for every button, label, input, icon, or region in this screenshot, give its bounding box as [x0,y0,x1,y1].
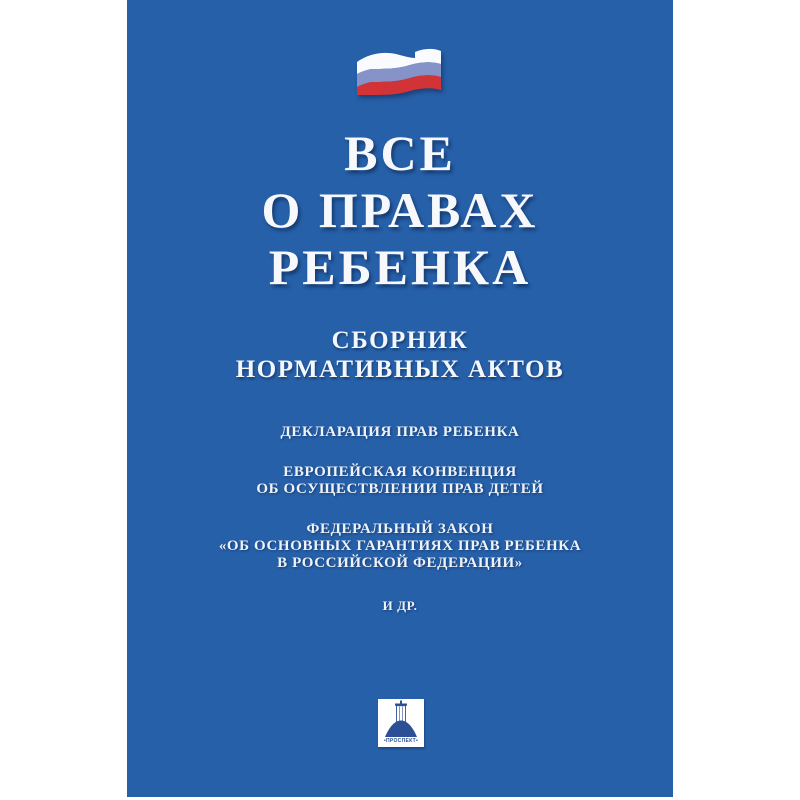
title-line: РЕБЕНКА [268,239,532,295]
act-item [127,464,673,498]
publisher-emblem-icon [378,699,424,737]
subtitle-line: СБОРНИК [331,327,469,354]
subtitle-line: НОРМАТИВНЫХ АКТОВ [235,356,565,383]
russian-flag-icon [354,45,444,97]
act-line: ДЕКЛАРАЦИЯ ПРАВ РЕБЕНКА [280,424,520,440]
publisher-name: •ПРОСПЕКТ• [383,738,419,744]
act-line: ЕВРОПЕЙСКАЯ КОНВЕНЦИЯ [283,464,517,480]
book-subtitle [127,326,673,384]
book-cover [127,0,673,797]
act-item [127,521,673,572]
book-title [127,125,673,296]
act-line: ОБ ОСУЩЕСТВЛЕНИИ ПРАВ ДЕТЕЙ [256,481,544,497]
act-line: И ДР. [382,598,418,613]
act-item [127,597,673,614]
publisher-logo [378,699,424,747]
act-line: «ОБ ОСНОВНЫХ ГАРАНТИЯХ ПРАВ РЕБЕНКА [218,538,582,554]
title-line: ВСЕ [344,125,456,181]
act-line: В РОССИЙСКОЙ ФЕДЕРАЦИИ» [277,555,523,571]
acts-list [127,424,673,614]
act-line: ФЕДЕРАЛЬНЫЙ ЗАКОН [306,521,494,537]
act-item [127,424,673,441]
title-line: О ПРАВАХ [261,182,539,238]
